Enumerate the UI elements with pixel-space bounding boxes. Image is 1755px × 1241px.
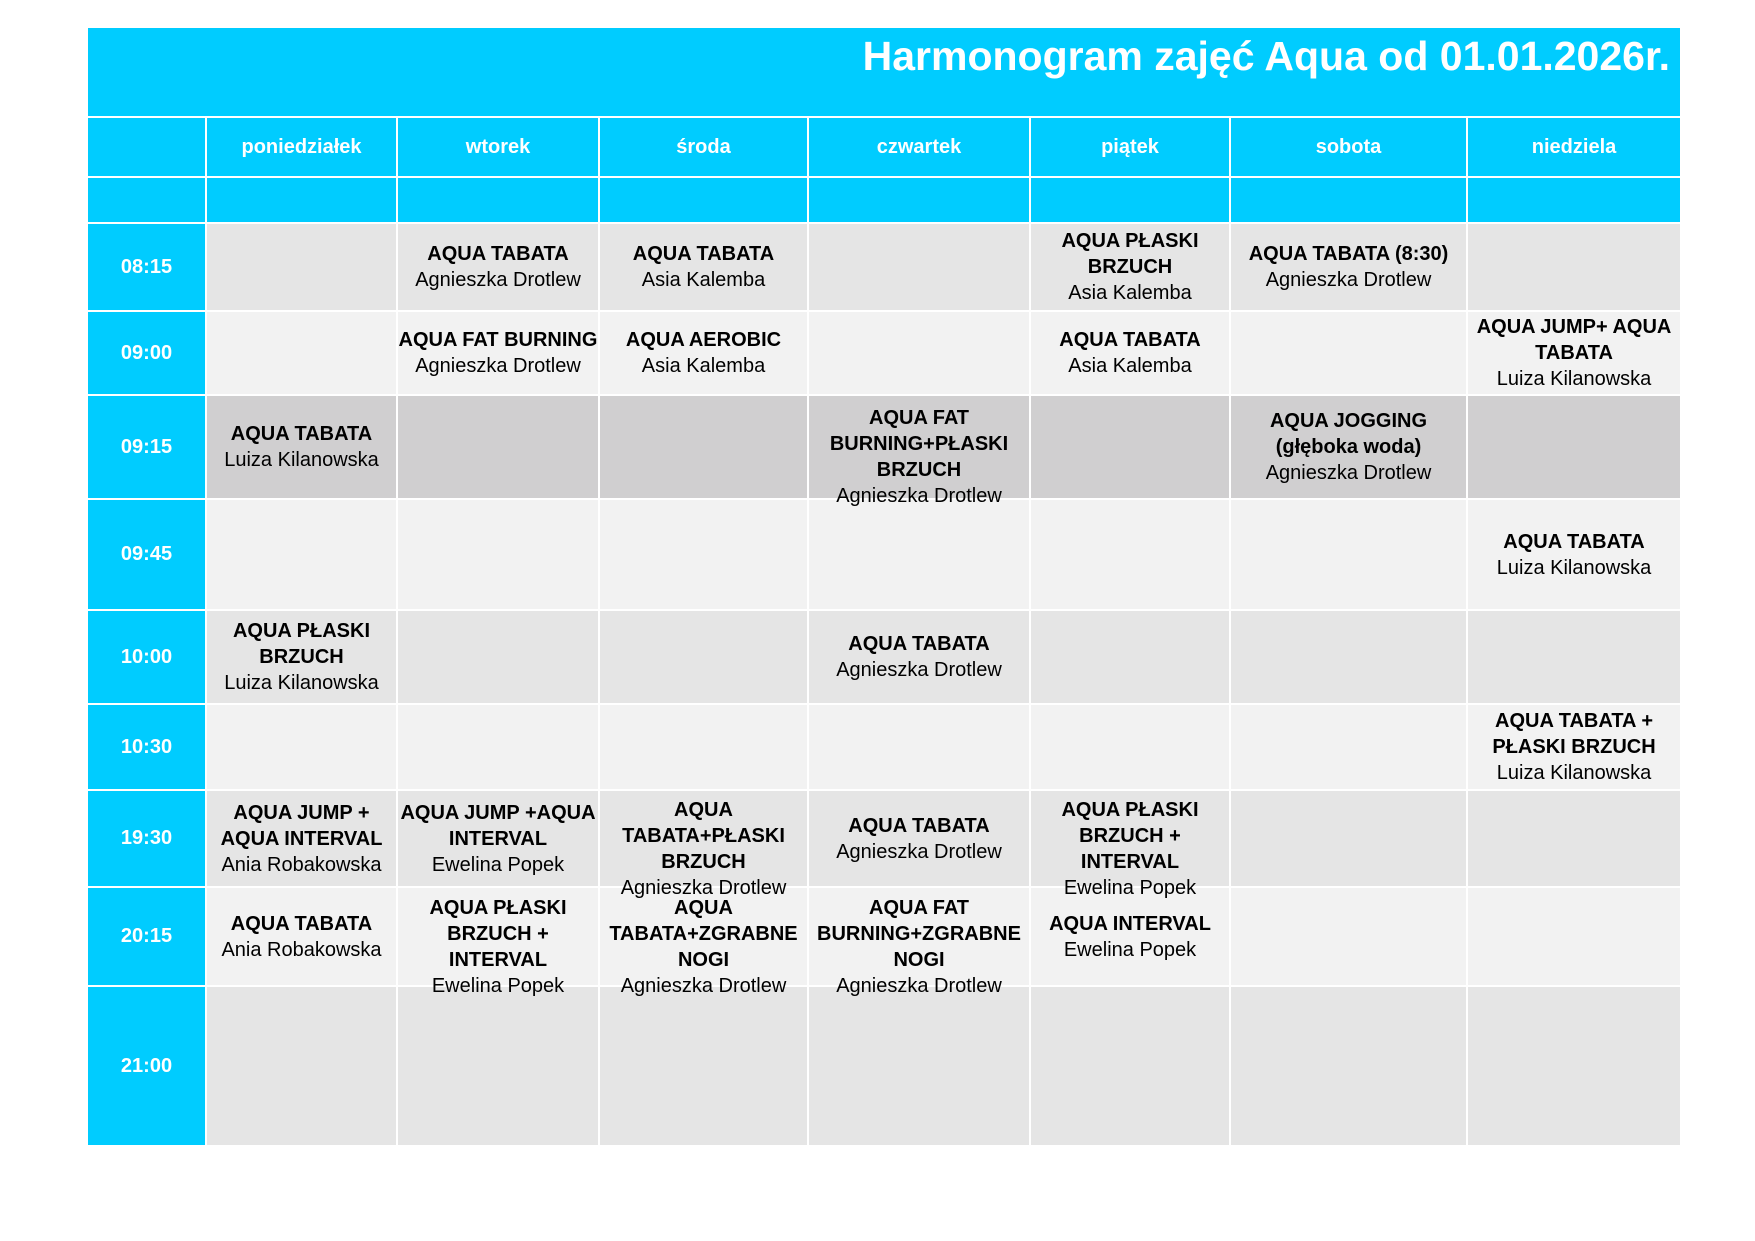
trainer-name: Agnieszka Drotlew bbox=[836, 840, 1002, 863]
class-cell bbox=[1467, 311, 1681, 395]
trainer-name: Luiza Kilanowska bbox=[224, 672, 379, 694]
day-header: środa bbox=[599, 117, 808, 177]
class-entry bbox=[398, 241, 598, 293]
time-row bbox=[87, 887, 1681, 986]
time-row bbox=[87, 790, 1681, 887]
empty-cell bbox=[1230, 704, 1467, 790]
class-name: AQUA TABATA bbox=[230, 912, 373, 935]
class-entry bbox=[207, 800, 396, 878]
class-entry bbox=[1468, 529, 1680, 581]
class-cell bbox=[599, 790, 808, 899]
empty-cell bbox=[599, 395, 808, 499]
trainer-name: Asia Kalemba bbox=[1068, 282, 1192, 304]
trainer-name: Ewelina Popek bbox=[1063, 876, 1197, 899]
class-name: AQUA JUMP+ AQUA TABATA bbox=[1476, 316, 1672, 364]
spacer-cell bbox=[808, 177, 1030, 223]
empty-cell bbox=[397, 986, 599, 1146]
day-header: poniedziałek bbox=[206, 117, 397, 177]
empty-cell bbox=[1230, 499, 1467, 610]
class-entry bbox=[809, 895, 1029, 997]
class-name: AQUA INTERVAL bbox=[1049, 912, 1211, 935]
spacer-cell bbox=[599, 177, 808, 223]
trainer-name: Ania Robakowska bbox=[221, 853, 382, 876]
empty-cell bbox=[206, 499, 397, 610]
empty-cell bbox=[1030, 610, 1230, 704]
empty-cell bbox=[206, 986, 397, 1146]
class-cell bbox=[397, 887, 599, 997]
class-cell bbox=[1030, 887, 1230, 986]
class-cell bbox=[206, 395, 397, 499]
empty-cell bbox=[1230, 610, 1467, 704]
empty-cell bbox=[1030, 986, 1230, 1146]
class-name: AQUA TABATA bbox=[848, 814, 990, 837]
empty-cell bbox=[206, 704, 397, 790]
trainer-name: Agnieszka Drotlew bbox=[415, 269, 581, 291]
empty-cell bbox=[808, 223, 1030, 311]
trainer-name: Luiza Kilanowska bbox=[1496, 556, 1652, 579]
empty-cell bbox=[808, 499, 1030, 610]
class-name: AQUA TABATA+ZGRABNE NOGI bbox=[609, 896, 798, 971]
empty-cell bbox=[599, 986, 808, 1146]
class-cell bbox=[397, 311, 599, 395]
day-header: wtorek bbox=[397, 117, 599, 177]
day-header: sobota bbox=[1230, 117, 1467, 177]
class-entry bbox=[398, 895, 598, 997]
empty-cell bbox=[808, 704, 1030, 790]
class-entry bbox=[1468, 708, 1680, 786]
class-cell bbox=[206, 887, 397, 986]
class-cell bbox=[206, 610, 397, 704]
trainer-name: Ewelina Popek bbox=[431, 974, 565, 997]
empty-cell bbox=[1230, 887, 1467, 986]
class-name: AQUA TABATA+PŁASKI BRZUCH bbox=[622, 798, 785, 873]
class-name: AQUA TABATA (8:30) bbox=[1248, 243, 1449, 265]
time-label: 09:15 bbox=[87, 395, 206, 499]
trainer-name: Agnieszka Drotlew bbox=[415, 355, 581, 377]
class-name: AQUA JUMP + AQUA INTERVAL bbox=[220, 801, 383, 850]
class-entry bbox=[207, 421, 396, 473]
class-entry bbox=[600, 895, 807, 997]
trainer-name: Agnieszka Drotlew bbox=[836, 974, 1002, 997]
class-name: AQUA TABATA bbox=[230, 423, 373, 445]
class-cell bbox=[808, 790, 1030, 887]
spacer-cell bbox=[1030, 177, 1230, 223]
time-label: 10:00 bbox=[87, 610, 206, 704]
class-entry bbox=[398, 327, 598, 379]
class-cell bbox=[1230, 223, 1467, 311]
spacer-cell bbox=[1230, 177, 1467, 223]
class-cell bbox=[397, 223, 599, 311]
class-name: AQUA TABATA bbox=[1059, 329, 1201, 351]
schedule-table bbox=[86, 26, 1682, 1147]
empty-cell bbox=[1230, 790, 1467, 887]
trainer-name: Ania Robakowska bbox=[221, 938, 382, 961]
class-entry bbox=[809, 813, 1029, 865]
trainer-name: Agnieszka Drotlew bbox=[1265, 269, 1432, 291]
class-cell bbox=[1030, 790, 1230, 899]
class-cell bbox=[1030, 311, 1230, 395]
time-row bbox=[87, 223, 1681, 311]
corner-cell bbox=[87, 117, 206, 177]
empty-cell bbox=[1030, 704, 1230, 790]
time-row bbox=[87, 610, 1681, 704]
empty-cell bbox=[599, 610, 808, 704]
time-row bbox=[87, 986, 1681, 1146]
page-title: Harmonogram zajęć Aqua od 01.01.2026r. bbox=[862, 33, 1671, 79]
empty-cell bbox=[397, 395, 599, 499]
class-entry bbox=[809, 631, 1029, 683]
empty-cell bbox=[599, 499, 808, 610]
class-name: AQUA TABATA bbox=[1503, 530, 1645, 553]
day-header: czwartek bbox=[808, 117, 1030, 177]
day-header: piątek bbox=[1030, 117, 1230, 177]
empty-cell bbox=[1467, 223, 1681, 311]
class-name: AQUA TABATA bbox=[632, 243, 775, 265]
trainer-name: Asia Kalemba bbox=[1068, 355, 1192, 377]
empty-cell bbox=[397, 704, 599, 790]
class-name: AQUA AEROBIC bbox=[625, 329, 782, 351]
empty-cell bbox=[1467, 610, 1681, 704]
empty-cell bbox=[1467, 790, 1681, 887]
class-entry bbox=[600, 797, 807, 899]
class-name: AQUA JUMP +AQUA INTERVAL bbox=[400, 801, 596, 850]
empty-cell bbox=[1467, 986, 1681, 1146]
class-entry bbox=[398, 800, 598, 878]
empty-cell bbox=[808, 311, 1030, 395]
time-row bbox=[87, 311, 1681, 395]
empty-cell bbox=[808, 986, 1030, 1146]
class-cell bbox=[1467, 704, 1681, 790]
trainer-name: Luiza Kilanowska bbox=[1496, 762, 1652, 784]
class-cell bbox=[599, 887, 808, 997]
trainer-name: Luiza Kilanowska bbox=[224, 449, 379, 471]
class-name: AQUA PŁASKI BRZUCH + INTERVAL bbox=[1061, 798, 1199, 873]
time-label: 21:00 bbox=[87, 986, 206, 1146]
trainer-name: Luiza Kilanowska bbox=[1496, 368, 1652, 390]
class-entry bbox=[1031, 911, 1229, 963]
class-name: AQUA JOGGING (głęboka woda) bbox=[1269, 410, 1428, 458]
class-name: AQUA TABATA bbox=[848, 633, 990, 655]
trainer-name: Asia Kalemba bbox=[641, 355, 766, 377]
empty-cell bbox=[1030, 499, 1230, 610]
empty-cell bbox=[397, 499, 599, 610]
class-entry bbox=[207, 911, 396, 963]
trainer-name: Agnieszka Drotlew bbox=[836, 485, 1002, 507]
title-row bbox=[87, 27, 1681, 117]
class-cell bbox=[1230, 395, 1467, 499]
class-entry bbox=[1231, 241, 1466, 293]
class-entry bbox=[1031, 228, 1229, 306]
time-label: 10:30 bbox=[87, 704, 206, 790]
class-name: AQUA FAT BURNING+ZGRABNE NOGI bbox=[817, 896, 1021, 971]
spacer-cell bbox=[87, 177, 206, 223]
class-cell bbox=[599, 223, 808, 311]
trainer-name: Asia Kalemba bbox=[641, 269, 766, 291]
class-entry bbox=[809, 405, 1029, 507]
class-cell bbox=[1030, 223, 1230, 311]
class-entry bbox=[600, 241, 807, 293]
time-row bbox=[87, 395, 1681, 499]
class-entry bbox=[1031, 797, 1229, 899]
spacer-cell bbox=[1467, 177, 1681, 223]
time-label: 08:15 bbox=[87, 223, 206, 311]
time-label: 19:30 bbox=[87, 790, 206, 887]
trainer-name: Ewelina Popek bbox=[1063, 938, 1197, 961]
time-row bbox=[87, 704, 1681, 790]
class-name: AQUA TABATA + PŁASKI BRZUCH bbox=[1492, 710, 1656, 758]
time-label: 09:45 bbox=[87, 499, 206, 610]
empty-cell bbox=[1467, 395, 1681, 499]
trainer-name: Agnieszka Drotlew bbox=[836, 659, 1002, 681]
empty-cell bbox=[206, 223, 397, 311]
class-cell bbox=[397, 790, 599, 887]
spacer-cell bbox=[206, 177, 397, 223]
trainer-name: Ewelina Popek bbox=[431, 853, 565, 876]
spacer-cell bbox=[397, 177, 599, 223]
empty-cell bbox=[1230, 986, 1467, 1146]
class-name: AQUA PŁASKI BRZUCH bbox=[232, 620, 371, 668]
class-cell bbox=[206, 790, 397, 887]
class-name: AQUA PŁASKI BRZUCH + INTERVAL bbox=[429, 896, 567, 971]
time-label: 20:15 bbox=[87, 887, 206, 986]
class-name: AQUA FAT BURNING bbox=[398, 329, 598, 351]
class-name: AQUA TABATA bbox=[427, 243, 569, 265]
empty-cell bbox=[1230, 311, 1467, 395]
class-cell bbox=[1467, 499, 1681, 610]
empty-cell bbox=[397, 610, 599, 704]
spacer-row bbox=[87, 177, 1681, 223]
empty-cell bbox=[599, 704, 808, 790]
day-header-row bbox=[87, 117, 1681, 177]
empty-cell bbox=[1030, 395, 1230, 499]
trainer-name: Agnieszka Drotlew bbox=[620, 876, 787, 899]
class-cell bbox=[808, 610, 1030, 704]
empty-cell bbox=[206, 311, 397, 395]
day-header: niedziela bbox=[1467, 117, 1681, 177]
trainer-name: Agnieszka Drotlew bbox=[1265, 462, 1432, 484]
title-banner bbox=[87, 27, 1681, 117]
class-entry bbox=[1231, 408, 1466, 486]
class-entry bbox=[600, 327, 807, 379]
class-entry bbox=[207, 618, 396, 696]
time-row bbox=[87, 499, 1681, 610]
class-name: AQUA PŁASKI BRZUCH bbox=[1061, 230, 1199, 278]
class-cell bbox=[808, 887, 1030, 997]
class-cell bbox=[599, 311, 808, 395]
empty-cell bbox=[1467, 887, 1681, 986]
class-cell bbox=[808, 395, 1030, 507]
trainer-name: Agnieszka Drotlew bbox=[620, 974, 787, 997]
class-entry bbox=[1468, 314, 1680, 392]
class-entry bbox=[1031, 327, 1229, 379]
time-label: 09:00 bbox=[87, 311, 206, 395]
class-name: AQUA FAT BURNING+PŁASKI BRZUCH bbox=[829, 407, 1009, 481]
